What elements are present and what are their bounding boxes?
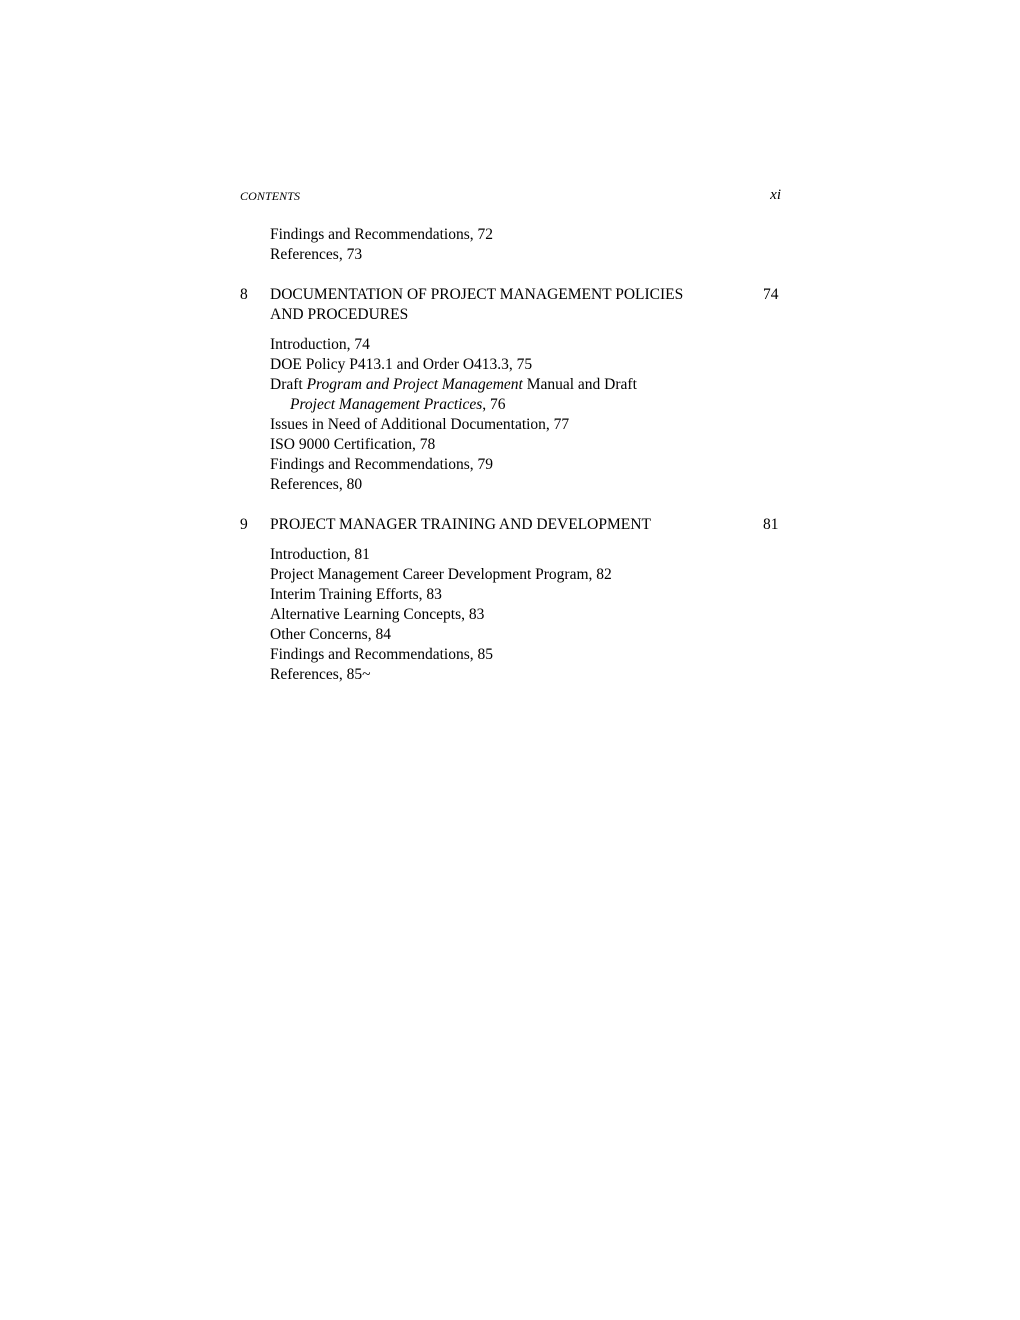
chapter-title: PROJECT MANAGER TRAINING AND DEVELOPMENT [270,516,651,533]
toc-entry: Introduction, 81 [270,546,370,563]
toc-entry: References, 85~ [270,666,371,683]
chapter-number: 9 [240,516,248,533]
chapter-title-line: DOCUMENTATION OF PROJECT MANAGEMENT POLICIES [270,286,684,303]
entry-italic-title: Program and Project Management [306,376,523,393]
toc-entry: Project Management Career Development Program, 82 [270,566,612,583]
chapter-page: 74 [763,286,779,303]
entry-italic-title: Project Management Practices [290,396,483,413]
toc-entry: Findings and Recommendations, 85 [270,646,494,663]
toc-entry [270,375,637,395]
chapter-page: 81 [763,516,779,533]
toc-entry: References, 80 [270,476,363,493]
chapter-title [270,285,740,325]
toc-entry: References, 73 [270,246,363,263]
entry-text: , 76 [482,396,506,413]
running-head [240,189,781,207]
toc-entry: Alternative Learning Concepts, 83 [270,606,485,623]
chapter-title-line: AND PROCEDURES [270,306,409,323]
toc-entry: Other Concerns, 84 [270,626,391,643]
toc-entry-continuation [290,395,506,415]
chapter-number: 8 [240,286,248,303]
toc-entry: DOE Policy P413.1 and Order O413.3, 75 [270,356,533,373]
entry-text: Manual and Draft [522,376,637,393]
toc-entry: Issues in Need of Additional Documentation, 77 [270,416,570,433]
toc-entry: ISO 9000 Certification, 78 [270,436,436,453]
toc-entry: Interim Training Efforts, 83 [270,586,442,603]
toc-entry: Introduction, 74 [270,336,370,353]
running-head-section: CONTENTS [240,189,301,203]
entry-text: Draft [270,376,307,393]
toc-entry: Findings and Recommendations, 79 [270,456,494,473]
page-number: xi [770,187,781,203]
toc-entry: Findings and Recommendations, 72 [270,226,494,243]
